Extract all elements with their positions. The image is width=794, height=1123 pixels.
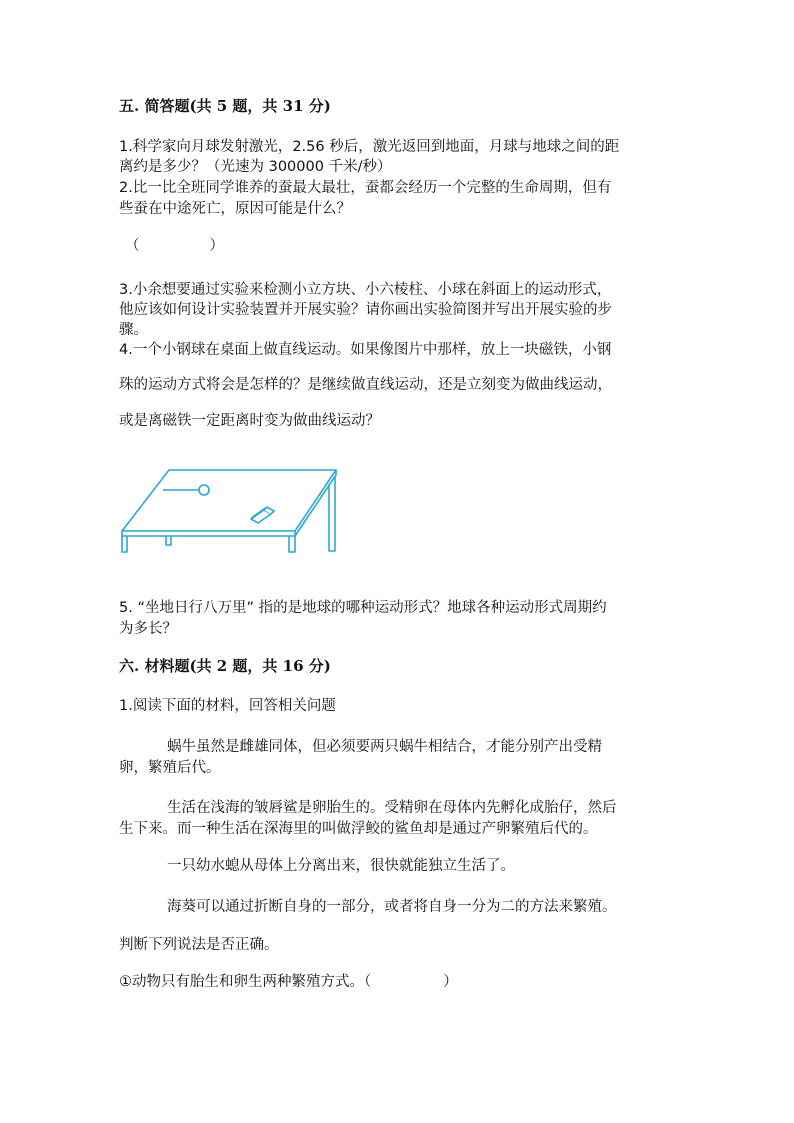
table-leg-front-right-icon [289, 536, 295, 552]
material-p1-line1: 蜗牛虽然是雌雄同体，但必须要两只蜗牛相结合，才能分别产出受精 [167, 739, 602, 755]
material-p1-line2: 卵，繁殖后代。 [119, 760, 221, 776]
judge-instruction: 判断下列说法是否正确。 [119, 937, 279, 953]
material-p4: 海葵可以通过折断自身的一部分，或者将自身一分为二的方法来繁殖。 [167, 899, 617, 915]
q5-line1: 5. “坐地日行八万里” 指的是地球的哪种运动形式？地球各种运动形式周期约 [119, 600, 607, 616]
judge-item-1 [119, 972, 458, 992]
q3-line2: 他应该如何设计实验装置并开展实验？请你画出实验简图并写出开展实验的步 [119, 302, 612, 318]
material-intro: 1.阅读下面的材料，回答相关问题 [119, 698, 336, 714]
section5-heading: 五. 简答题(共 5 题，共 31 分) [119, 97, 331, 115]
q5-line2: 为多长？ [119, 621, 177, 637]
section6-heading: 六. 材料题(共 2 题，共 16 分) [119, 657, 331, 675]
q2-line2: 些蚕在中途死亡，原因可能是什么？ [119, 201, 351, 217]
material-p2-line2: 生下来。而一种生活在深海里的叫做浮鲛的鲨鱼却是通过产卵繁殖后代的。 [119, 821, 598, 837]
q2-line1: 2.比一比全班同学谁养的蚕最大最壮，蚕都会经历一个完整的生命周期，但有 [119, 180, 612, 196]
material-p3: 一只幼水螅从母体上分离出来，很快就能独立生活了。 [167, 858, 515, 874]
judge-item-1-text: ①动物只有胎生和卵生两种繁殖方式。（ [119, 974, 372, 990]
q1-line1: 1.科学家向月球发射激光，2.56 秒后，激光返回到地面，月球与地球之间的距 [119, 139, 620, 155]
table-leg-front-left-icon [122, 536, 127, 552]
steel-ball-icon [199, 485, 209, 495]
judge-item-1-close: ） [443, 974, 458, 990]
q4-line3: 或是离磁铁一定距离时变为做曲线运动？ [119, 413, 380, 429]
answer-close-paren: ） [209, 238, 224, 254]
q3-line3: 骤。 [119, 322, 148, 338]
q4-line2: 珠的运动方式将会是怎样的？是继续做直线运动，还是立刻变为做曲线运动， [119, 377, 612, 393]
q1-line2: 离约是多少？（光速为 300000 千米/秒） [119, 159, 392, 175]
q2-answer-blank [125, 236, 224, 256]
table-leg-back-right-icon [329, 476, 335, 551]
material-p2-line1: 生活在浅海的皱唇鲨是卵胎生的。受精卵在母体内先孵化成胎仔，然后 [167, 800, 617, 816]
table-leg-back-left-icon [166, 536, 171, 545]
q4-line1: 4.一个小钢球在桌面上做直线运动。如果像图片中那样，放上一块磁铁，小钢 [119, 342, 612, 358]
q3-line1: 3.小余想要通过实验来检测小立方块、小六棱柱、小球在斜面上的运动形式， [119, 282, 612, 298]
table-magnet-figure [115, 448, 355, 558]
answer-open-paren: （ [125, 238, 140, 254]
